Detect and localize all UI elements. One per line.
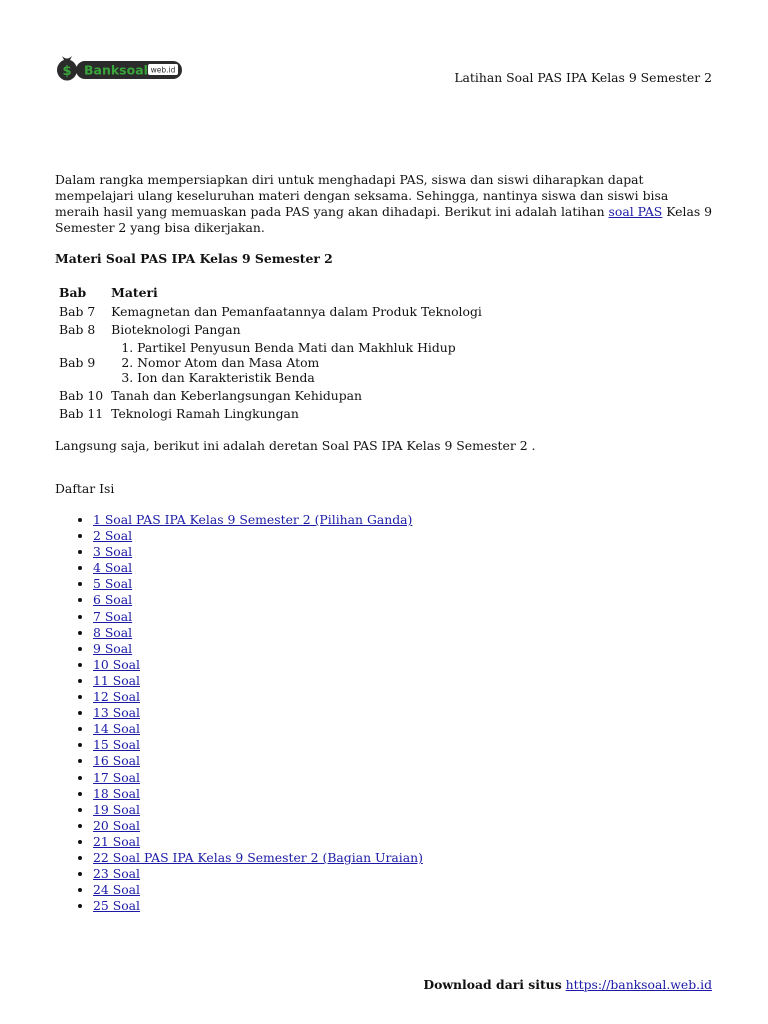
toc-link[interactable]: 2 Soal — [93, 528, 133, 544]
toc-link[interactable]: 16 Soal — [93, 753, 141, 769]
banksoal-logo[interactable] — [56, 52, 182, 82]
toc-item — [93, 770, 715, 786]
toc-link[interactable]: 6 Soal — [93, 592, 133, 608]
toc-item — [93, 866, 715, 882]
toc-item — [93, 576, 715, 592]
toc-link[interactable]: 20 Soal — [93, 817, 141, 833]
toc-link[interactable]: 9 Soal — [93, 640, 133, 656]
toc-item — [93, 673, 715, 689]
materi-heading: Materi Soal PAS IPA Kelas 9 Semester 2 — [55, 251, 333, 266]
bab-cell: Bab 10 — [59, 388, 104, 403]
intro-text-before: Dalam rangka mempersiapkan diri untuk menghadapi PAS, siswa dan siswi diharapkan dapat mempelajari ulang keseluruhan materi dengan seksama. Sehingga, nantinya siswa dan siswi bisa meraih hasil yang memuaskan pada PAS yang akan dihadapi. Berikut ini adalah latihan — [55, 172, 669, 219]
toc-item — [93, 689, 715, 705]
table-header-row — [55, 284, 486, 303]
toc-item — [93, 786, 715, 802]
toc-item — [93, 528, 715, 544]
materi-cell — [107, 339, 486, 387]
bab-cell: Bab 11 — [59, 406, 104, 421]
toc-link[interactable]: 8 Soal — [93, 624, 133, 640]
toc-item — [93, 609, 715, 625]
article-body — [55, 172, 715, 914]
table-row — [55, 387, 486, 405]
toc-item — [93, 512, 715, 528]
toc-link[interactable]: 1 Soal PAS IPA Kelas 9 Semester 2 (Pilihan Ganda) — [93, 512, 413, 527]
footer-label: Download dari situs — [423, 977, 562, 992]
toc-link[interactable]: 22 Soal PAS IPA Kelas 9 Semester 2 (Bagian Uraian) — [93, 849, 423, 865]
materi-table — [55, 284, 486, 423]
bab-cell: Bab 9 — [59, 355, 96, 370]
materi-subitem: 1. Partikel Penyusun Benda Mati dan Makhluk Hidup — [137, 340, 482, 355]
toc-link[interactable]: 24 Soal — [93, 882, 141, 898]
toc-link[interactable]: 21 Soal — [93, 833, 141, 849]
toc-item — [93, 705, 715, 721]
footer — [423, 977, 712, 992]
toc-item — [93, 802, 715, 818]
toc-item — [93, 882, 715, 898]
col-header-bab: Bab — [59, 285, 87, 300]
toc-item — [93, 850, 715, 866]
table-row — [55, 339, 486, 387]
toc-item — [93, 721, 715, 737]
money-bag-icon — [57, 56, 77, 81]
toc-link[interactable]: 23 Soal — [93, 866, 141, 882]
toc-link[interactable]: 5 Soal — [93, 576, 133, 592]
toc-link[interactable]: 13 Soal — [93, 705, 141, 721]
toc-item — [93, 560, 715, 576]
toc-link[interactable]: 3 Soal — [93, 544, 133, 560]
materi-subitem: 3. Ion dan Karakteristik Benda — [137, 370, 482, 385]
toc-item — [93, 898, 715, 914]
logo-badge: web.id — [150, 65, 176, 75]
materi-subitem: 2. Nomor Atom dan Masa Atom — [137, 355, 482, 370]
toc-item — [93, 641, 715, 657]
soal-pas-link[interactable]: soal PAS — [608, 204, 663, 219]
toc-link[interactable]: 11 Soal — [93, 672, 141, 688]
materi-cell: Teknologi Ramah Lingkungan — [111, 406, 299, 421]
toc-item — [93, 818, 715, 834]
bab-cell: Bab 8 — [59, 322, 96, 337]
toc-item — [93, 544, 715, 560]
materi-cell: Kemagnetan dan Pemanfaatannya dalam Produk Teknologi — [111, 304, 482, 319]
toc-item — [93, 625, 715, 641]
toc-link[interactable]: 17 Soal — [93, 769, 141, 785]
logo-text: Banksoal — [84, 62, 148, 78]
materi-cell: Tanah dan Keberlangsungan Kehidupan — [111, 388, 363, 403]
toc-list — [55, 512, 715, 914]
svg-text:$: $ — [62, 64, 72, 79]
toc-item — [93, 657, 715, 673]
toc-link[interactable]: 14 Soal — [93, 721, 141, 737]
toc-item — [93, 753, 715, 769]
toc-link[interactable]: 10 Soal — [93, 656, 141, 672]
toc-title: Daftar Isi — [55, 481, 115, 496]
toc-link[interactable]: 18 Soal — [93, 785, 141, 801]
bab-cell: Bab 7 — [59, 304, 96, 319]
toc-link[interactable]: 4 Soal — [93, 560, 133, 576]
col-header-materi: Materi — [111, 285, 158, 300]
header-title: Latihan Soal PAS IPA Kelas 9 Semester 2 — [454, 70, 712, 85]
intro-text-after: Kelas 9 Semester 2 yang bisa dikerjakan. — [55, 204, 713, 235]
outro-paragraph: Langsung saja, berikut ini adalah deretan Soal PAS IPA Kelas 9 Semester 2 . — [55, 438, 536, 453]
intro-paragraph — [55, 172, 715, 236]
toc-link[interactable]: 19 Soal — [93, 801, 141, 817]
materi-sublist — [111, 340, 482, 385]
toc-link[interactable]: 7 Soal — [93, 608, 133, 624]
toc-item — [93, 592, 715, 608]
toc-item — [93, 737, 715, 753]
toc-link[interactable]: 15 Soal — [93, 737, 141, 753]
footer-link[interactable]: https://banksoal.web.id — [565, 977, 712, 992]
toc-link[interactable]: 25 Soal — [93, 898, 141, 914]
table-row — [55, 321, 486, 339]
table-row — [55, 303, 486, 321]
table-row — [55, 405, 486, 423]
toc-link[interactable]: 12 Soal — [93, 689, 141, 705]
toc-item — [93, 834, 715, 850]
materi-cell: Bioteknologi Pangan — [111, 322, 241, 337]
